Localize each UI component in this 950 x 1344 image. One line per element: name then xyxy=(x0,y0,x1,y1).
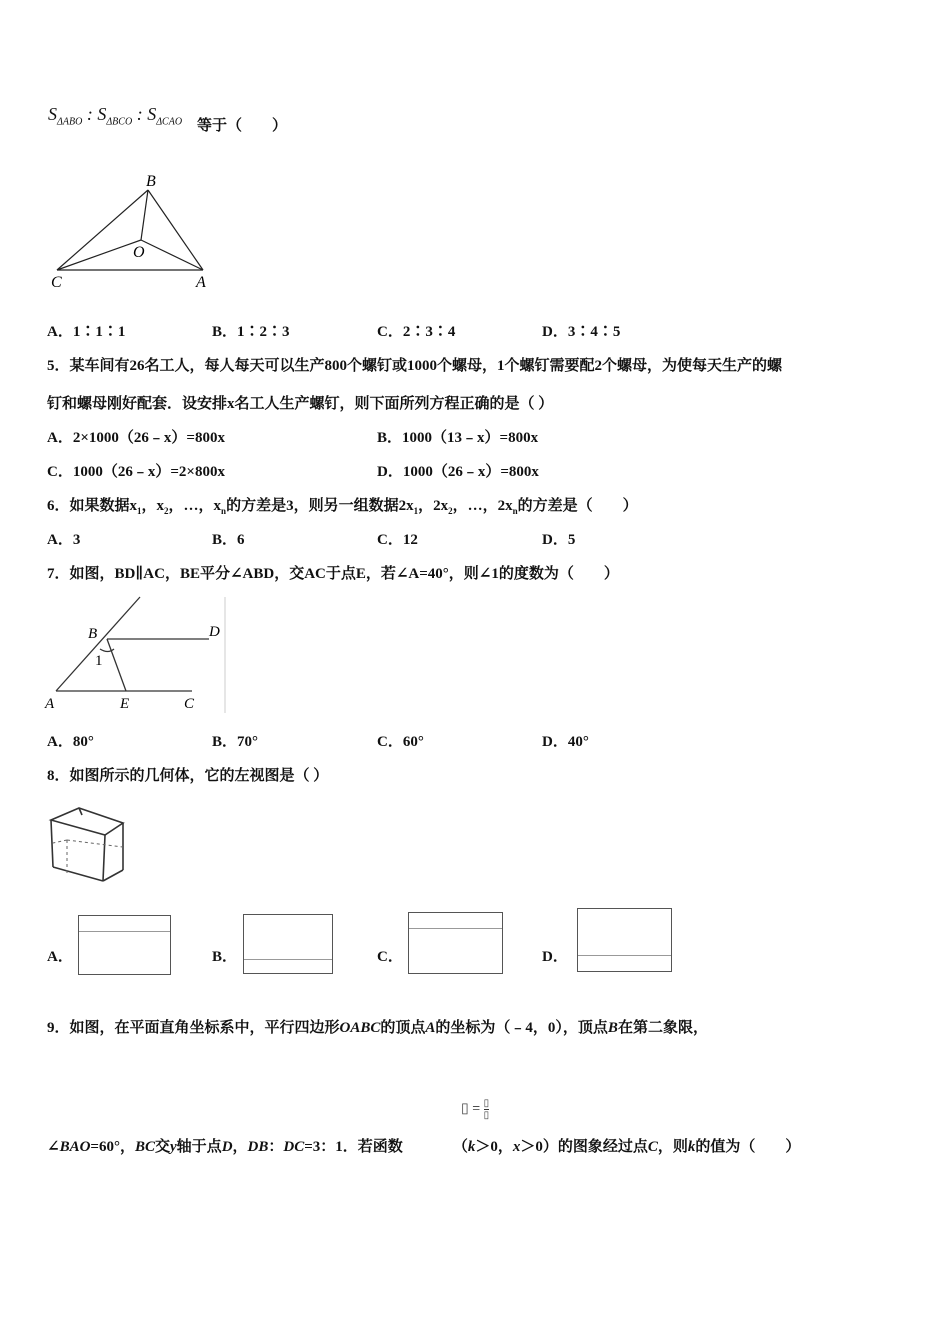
ratio-colon-2: : xyxy=(136,104,143,124)
label-b: B xyxy=(88,626,98,642)
hidden-edge-h1 xyxy=(53,840,67,843)
label-b: B xyxy=(146,173,156,190)
ratio-s2: S xyxy=(97,104,107,124)
edge-oa xyxy=(141,240,203,270)
q6-option-b[interactable]: B．6 xyxy=(212,532,245,548)
edge-bo xyxy=(141,190,148,240)
q5-option-b[interactable]: B．1000（13﹣x）=800x xyxy=(377,430,539,446)
ratio-colon-1: : xyxy=(86,104,93,124)
q5-option-a[interactable]: A．2×1000（26﹣x）=800x xyxy=(47,430,225,446)
formula-y: ▯ xyxy=(461,1101,469,1117)
label-e: E xyxy=(120,696,130,712)
formula-eq: = xyxy=(472,1101,481,1117)
q8-option-a-view[interactable] xyxy=(78,915,171,975)
q8-option-c-view[interactable] xyxy=(408,912,503,974)
edge-front xyxy=(103,835,105,881)
label-d: D xyxy=(209,624,220,640)
label-o: O xyxy=(133,244,145,261)
label-a: A xyxy=(45,696,55,712)
q7-text: 7．如图，BD∥AC，BE平分∠ABD，交AC于点E，若∠A=40°，则∠1的度数为（ ） xyxy=(47,566,619,582)
area-ratio-expression xyxy=(48,104,182,128)
q8-option-d-view[interactable] xyxy=(577,908,672,972)
q7-option-c[interactable]: C．60° xyxy=(377,734,424,750)
ratio-sub-cao: ΔCAO xyxy=(156,116,183,128)
q5-line-1: 5．某车间有26名工人，每人每天可以生产800个螺钉或1000个螺母，1个螺钉需要配2个螺母，为使每天生产的螺 xyxy=(47,358,783,374)
q5-option-d[interactable]: D．1000（26﹣x）=800x xyxy=(377,464,539,480)
q4-option-a[interactable]: A．1∶1∶1 xyxy=(47,324,126,340)
q9-line-1: 9．如图，在平面直角坐标系中，平行四边形OABC的顶点A的坐标为（﹣4，0），顶点B在第二象限， xyxy=(47,1020,708,1036)
edge-bottom-front xyxy=(53,867,103,881)
line-be xyxy=(107,639,126,691)
formula-denominator: ▯ xyxy=(483,1110,490,1121)
q7-parallel-figure xyxy=(44,595,229,717)
q4-option-d[interactable]: D．3∶4∶5 xyxy=(542,324,621,340)
ratio-s1: S xyxy=(48,104,57,124)
label-c: C xyxy=(51,274,62,291)
edge-bottom-right xyxy=(103,870,123,881)
q7-option-a[interactable]: A．80° xyxy=(47,734,94,750)
label-c: C xyxy=(184,696,195,712)
label-a: A xyxy=(196,274,206,291)
hidden-edge-h2 xyxy=(67,840,123,847)
formula-numerator: ▯ xyxy=(483,1098,490,1109)
edge-left xyxy=(51,820,53,867)
ratio-sub-abo: ΔABO xyxy=(57,116,83,128)
q8-option-b-view[interactable] xyxy=(243,914,333,974)
q8-solid-figure xyxy=(45,805,130,885)
q4-triangle-figure xyxy=(45,170,220,292)
top-face xyxy=(51,808,123,835)
q6-option-d[interactable]: D．5 xyxy=(542,532,576,548)
q9-line-2: ∠BAO=60°，BC交y轴于点D，DB：DC=3：1．若函数 （k＞0，x＞0）的图象经过点C，则k的值为（ ） xyxy=(47,1139,801,1155)
q8-option-d-label[interactable]: D． xyxy=(542,949,568,965)
q6-text: 6．如果数据$x_1$，$x_2$，…，$x_n$的方差是3，则另一组数据$2x_1$，$2x_2$，…，$2x_n$的方差是（ ） xyxy=(47,498,638,516)
angle-1-arc xyxy=(100,649,114,652)
edge-ba xyxy=(148,190,203,270)
label-angle-1: 1 xyxy=(95,653,103,669)
q5-line-2: 钉和螺母刚好配套．设安排x名工人生产螺钉，则下面所列方程正确的是（ ） xyxy=(47,396,554,412)
q7-option-b[interactable]: B．70° xyxy=(212,734,259,750)
q8-option-c-label[interactable]: C． xyxy=(377,949,403,965)
q8-text: 8．如图所示的几何体，它的左视图是（ ） xyxy=(47,768,329,784)
ratio-s3: S xyxy=(147,104,157,124)
q6-option-c[interactable]: C．12 xyxy=(377,532,418,548)
q9-function-formula xyxy=(461,1098,489,1121)
edge-co xyxy=(57,240,141,270)
formula-fraction xyxy=(484,1098,490,1121)
q5-option-c[interactable]: C．1000（26﹣x）=2×800x xyxy=(47,464,225,480)
q4-option-c[interactable]: C．2∶3∶4 xyxy=(377,324,456,340)
q8-option-b-label[interactable]: B． xyxy=(212,949,238,965)
q4-tail-text: 等于（ ） xyxy=(197,118,288,134)
line-ab xyxy=(56,597,140,691)
q6-option-a[interactable]: A．3 xyxy=(47,532,81,548)
ratio-sub-bco: ΔBCO xyxy=(106,116,133,128)
q8-option-a-label[interactable]: A． xyxy=(47,949,73,965)
q4-option-b[interactable]: B．1∶2∶3 xyxy=(212,324,290,340)
q7-option-d[interactable]: D．40° xyxy=(542,734,589,750)
